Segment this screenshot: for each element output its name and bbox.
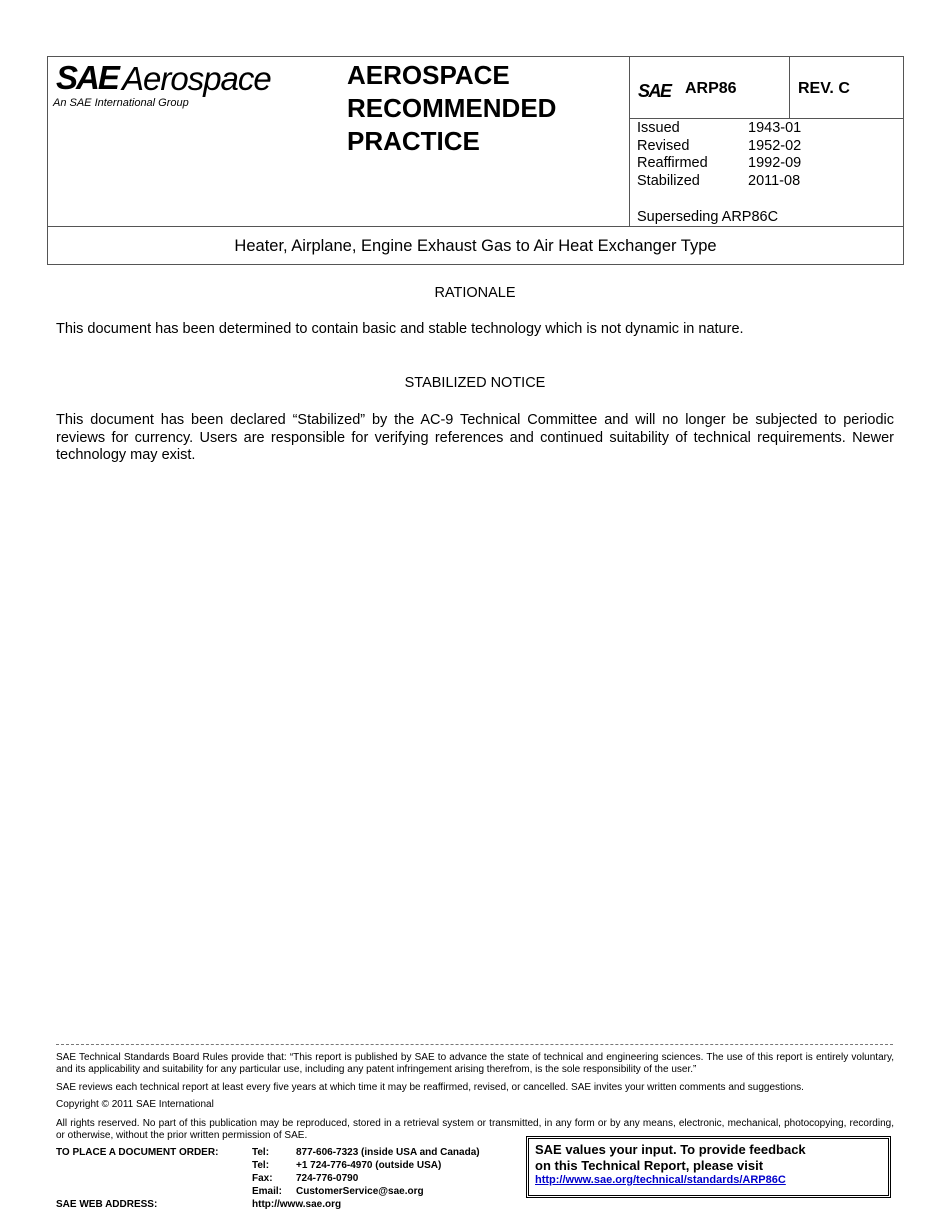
document-type bbox=[347, 59, 556, 158]
feedback-link[interactable]: http://www.sae.org/technical/standards/ARP86C bbox=[535, 1174, 786, 1186]
contact-value: +1 724-776-4970 (outside USA) bbox=[296, 1160, 442, 1171]
rationale-text: This document has been determined to contain basic and stable technology which is not dynamic in nature. bbox=[56, 321, 744, 337]
rationale-heading: RATIONALE bbox=[434, 285, 516, 301]
superseding-note: Superseding ARP86C bbox=[637, 209, 779, 225]
aerospace-logo-text: Aerospace bbox=[122, 60, 271, 97]
history-label: Stabilized bbox=[637, 173, 700, 189]
history-label: Issued bbox=[637, 120, 680, 136]
contact-label: Tel: bbox=[252, 1147, 270, 1158]
contact-email[interactable]: CustomerService@sae.org bbox=[296, 1186, 424, 1197]
contact-label: Email: bbox=[252, 1186, 283, 1197]
header-divider bbox=[48, 226, 904, 227]
web-address-label: SAE WEB ADDRESS: bbox=[56, 1199, 158, 1210]
header-divider bbox=[789, 57, 790, 119]
history-date: 1943-01 bbox=[748, 120, 802, 136]
feedback-line: on this Technical Report, please visit bbox=[535, 1158, 764, 1173]
review-note: SAE reviews each technical report at least every five years at which time it may be reaffirmed, revised, or cancelled. SAE invites your written comments and suggestions. bbox=[56, 1082, 804, 1093]
logo-tagline: An SAE International Group bbox=[53, 97, 189, 109]
feedback-box bbox=[526, 1136, 891, 1198]
header-divider bbox=[629, 57, 630, 227]
revision-label: REV. C bbox=[798, 80, 850, 97]
order-label: TO PLACE A DOCUMENT ORDER: bbox=[56, 1147, 219, 1158]
board-rules-note: SAE Technical Standards Board Rules provide that: “This report is published by SAE to advance the state of technical and engineering sciences. The use of this report is entirely voluntary, and its applicability and suitability for any particular use, including any patent infringement arising therefrom, is the sole responsibility of the user.” bbox=[56, 1052, 894, 1075]
history-label: Reaffirmed bbox=[637, 155, 708, 171]
document-header-table bbox=[47, 56, 904, 265]
history-label: Revised bbox=[637, 138, 690, 154]
history-date: 2011-08 bbox=[748, 173, 801, 189]
document-number: ARP86 bbox=[685, 80, 737, 97]
document-type-line: RECOMMENDED bbox=[347, 93, 557, 123]
sae-small-logo: SAE bbox=[638, 81, 671, 101]
contact-value: 877-606-7323 (inside USA and Canada) bbox=[296, 1147, 480, 1158]
footer-rule bbox=[56, 1044, 893, 1045]
document-type-line: AEROSPACE bbox=[347, 60, 510, 90]
contact-label: Fax: bbox=[252, 1173, 273, 1184]
document-type-line: PRACTICE bbox=[347, 126, 480, 156]
copyright-note: Copyright © 2011 SAE International bbox=[56, 1099, 214, 1110]
header-divider bbox=[629, 118, 904, 119]
history-date: 1952-02 bbox=[748, 138, 802, 154]
feedback-text bbox=[535, 1142, 882, 1174]
sae-logo: SAE bbox=[56, 59, 118, 96]
contact-label: Tel: bbox=[252, 1160, 270, 1171]
document-title: Heater, Airplane, Engine Exhaust Gas to Air Heat Exchanger Type bbox=[234, 237, 717, 255]
stabilized-heading: STABILIZED NOTICE bbox=[404, 375, 546, 391]
rights-note: All rights reserved. No part of this publication may be reproduced, stored in a retrieval system or transmitted, in any form or by any means, electronic, mechanical, photocopying, recording, or otherwise, without the prior written permission of SAE. bbox=[56, 1118, 894, 1141]
stabilized-text: This document has been declared “Stabilized” by the AC-9 Technical Committee and will no longer be subjected to periodic reviews for currency. Users are responsible for verifying references and continued suitability of technical requirements. Newer technology may exist. bbox=[56, 412, 894, 463]
history-date: 1992-09 bbox=[748, 155, 802, 171]
contact-value: 724-776-0790 bbox=[296, 1173, 359, 1184]
feedback-line: SAE values your input. To provide feedback bbox=[535, 1142, 806, 1157]
web-address-link[interactable]: http://www.sae.org bbox=[252, 1199, 342, 1210]
